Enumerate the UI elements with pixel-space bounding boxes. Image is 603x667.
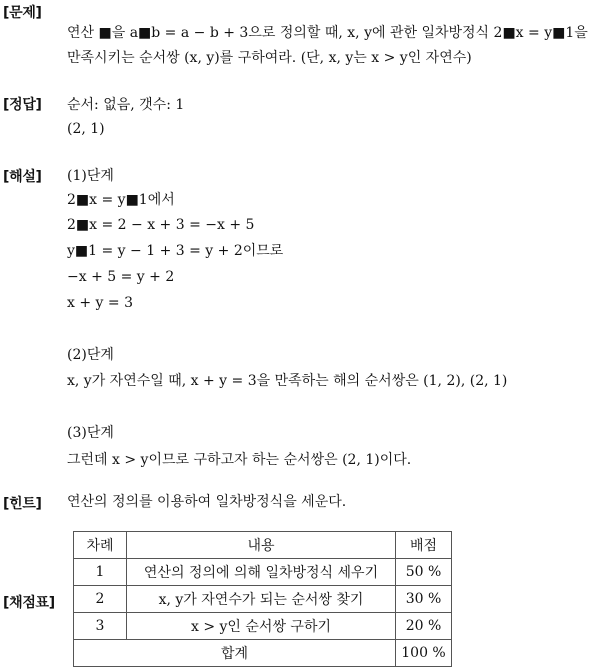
answer-label: [정답] [3, 97, 42, 113]
row-score: 20 % [396, 613, 452, 640]
row-content: x, y가 자연수가 되는 순서쌍 찾기 [127, 586, 396, 613]
hint-text: 연산의 정의를 이용하여 일차방정식을 세운다. [67, 494, 347, 510]
problem-label: [문제] [3, 5, 42, 21]
step1-line-2: 2■x = 2 − x + 3 = −x + 5 [67, 217, 255, 233]
header-score: 배점 [396, 532, 452, 559]
step2-title: (2)단계 [67, 347, 114, 363]
step1-line-5: x + y = 3 [67, 295, 133, 311]
total-label: 합계 [74, 640, 396, 667]
answer-line-1: 순서: 없음, 갯수: 1 [67, 97, 185, 113]
table-row [74, 559, 452, 586]
row-score: 30 % [396, 586, 452, 613]
row-content: 연산의 정의에 의해 일차방정식 세우기 [127, 559, 396, 586]
step1-line-4: −x + 5 = y + 2 [67, 269, 175, 285]
row-content: x > y인 순서쌍 구하기 [127, 613, 396, 640]
table-row [74, 613, 452, 640]
step1-title: (1)단계 [67, 168, 114, 184]
table-row [74, 586, 452, 613]
row-order: 3 [74, 613, 127, 640]
row-order: 1 [74, 559, 127, 586]
row-score: 50 % [396, 559, 452, 586]
problem-line-1: 연산 ■을 a■b = a − b + 3으로 정의할 때, x, y에 관한 일차방정식 2■x = y■1을 [67, 25, 588, 41]
header-content: 내용 [127, 532, 396, 559]
rubric-label: [채점표] [3, 595, 55, 611]
step1-line-3: y■1 = y − 1 + 3 = y + 2이므로 [67, 243, 284, 259]
problem-line-2: 만족시키는 순서쌍 (x, y)를 구하여라. (단, x, y는 x > y인 자연수) [67, 50, 472, 66]
hint-label: [힌트] [3, 496, 42, 512]
answer-line-2: (2, 1) [67, 121, 105, 137]
total-score: 100 % [396, 640, 452, 667]
header-order: 차례 [74, 532, 127, 559]
step3-line: 그런데 x > y이므로 구하고자 하는 순서쌍은 (2, 1)이다. [67, 452, 412, 468]
rubric-header-row [74, 532, 452, 559]
step1-line-1: 2■x = y■1에서 [67, 192, 175, 208]
solution-label: [해설] [3, 169, 42, 185]
rubric-total-row [74, 640, 452, 667]
step2-line: x, y가 자연수일 때, x + y = 3을 만족하는 해의 순서쌍은 (1, 2), (2, 1) [67, 373, 508, 389]
step3-title: (3)단계 [67, 425, 114, 441]
row-order: 2 [74, 586, 127, 613]
rubric-table [73, 531, 452, 667]
